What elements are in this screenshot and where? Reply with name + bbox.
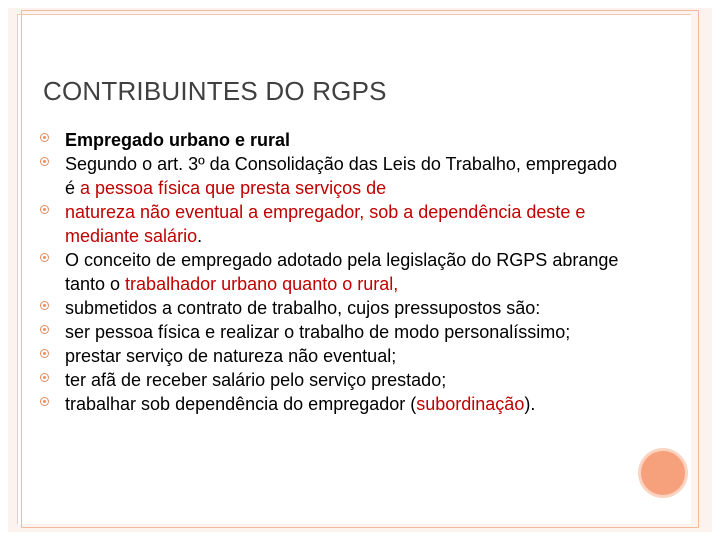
bullet-item	[40, 152, 620, 200]
bullet-text: Empregado urbano e rural	[65, 130, 291, 150]
bullet-text: .	[197, 226, 203, 246]
bullet-item	[40, 392, 620, 416]
bullet-item	[40, 296, 620, 320]
bullet-item	[40, 248, 620, 296]
bullet-icon	[40, 325, 49, 334]
decorative-circle-icon	[641, 451, 685, 495]
bullet-text: Segundo o art. 3º da Consolidação das Leis do Trabalho, empregado é	[65, 154, 617, 198]
slide-title: CONTRIBUINTES DO RGPS	[43, 76, 387, 106]
bullet-icon	[40, 205, 49, 214]
bullet-icon	[40, 253, 49, 262]
bullet-text: a pessoa física que presta serviços de	[80, 178, 387, 198]
bullet-item	[40, 368, 620, 392]
bullet-item	[40, 200, 620, 248]
bullet-item	[40, 128, 620, 152]
bullet-text: trabalhar sob dependência do empregador (	[65, 394, 417, 414]
bullet-text: ).	[524, 394, 536, 414]
bullet-text: ser pessoa física e realizar o trabalho de modo personalíssimo;	[65, 322, 571, 342]
bullet-item	[40, 344, 620, 368]
bullet-icon	[40, 133, 49, 142]
bullet-icon	[40, 157, 49, 166]
bullet-text: subordinação	[416, 394, 525, 414]
bullet-list	[40, 128, 620, 416]
bullet-icon	[40, 349, 49, 358]
bullet-text: ter afã de receber salário pelo serviço prestado;	[65, 370, 447, 390]
bullet-icon	[40, 301, 49, 310]
bullet-text: prestar serviço de natureza não eventual;	[65, 346, 397, 366]
bullet-text: submetidos a contrato de trabalho, cujos pressupostos são:	[65, 298, 541, 318]
bullet-item	[40, 320, 620, 344]
bullet-text: O conceito de empregado adotado pela legislação do RGPS abrange tanto o	[65, 250, 619, 294]
bullet-text: trabalhador urbano quanto o rural,	[125, 274, 399, 294]
bullet-icon	[40, 397, 49, 406]
bullet-text: natureza não eventual a empregador, sob a dependência deste e mediante salário	[65, 202, 586, 246]
bullet-icon	[40, 373, 49, 382]
